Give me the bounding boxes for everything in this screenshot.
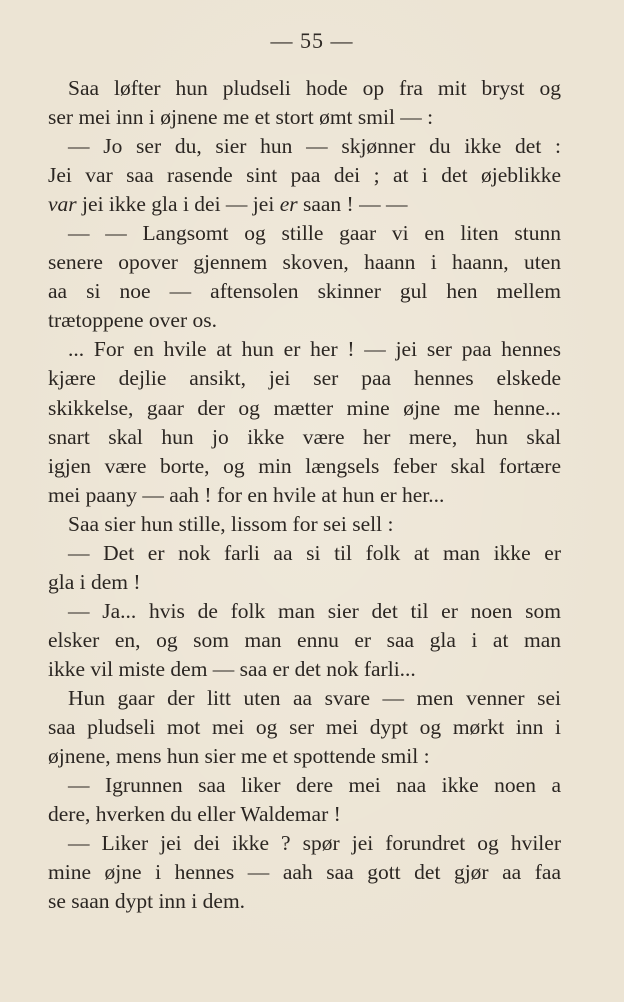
body-text	[48, 74, 561, 916]
text-line	[48, 132, 561, 161]
text-line	[48, 74, 561, 103]
text-line	[48, 481, 561, 510]
text-segment: mine øjne i hennes — aah saa gott det gjør aa faa	[48, 860, 561, 885]
text-segment: saan ! — —	[297, 192, 408, 217]
text-line	[48, 452, 561, 481]
text-line	[48, 394, 561, 423]
text-segment: mei paany — aah ! for en hvile at hun er her...	[48, 482, 445, 507]
text-line	[48, 190, 561, 219]
text-line	[48, 510, 561, 539]
text-segment: igjen være borte, og min længsels feber skal fortære	[48, 453, 561, 478]
text-segment: — Ja... hvis de folk man sier det til er noen som	[68, 598, 561, 623]
text-segment: Hun gaar der litt uten aa svare — men venner sei	[68, 685, 561, 710]
text-line	[48, 597, 561, 626]
text-line	[48, 684, 561, 713]
text-segment: — Liker jei dei ikke ? spør jei forundret og hviler	[68, 831, 561, 856]
text-segment: Saa løfter hun pludseli hode op fra mit bryst og	[68, 76, 561, 100]
text-line	[48, 800, 561, 829]
text-segment: gla i dem !	[48, 569, 141, 594]
text-line	[48, 568, 561, 597]
text-segment: — Det er nok farli aa si til folk at man ikke er	[68, 540, 561, 565]
text-segment: senere opover gjennem skoven, haann i haann, uten	[48, 250, 561, 275]
text-segment: — — Langsomt og stille gaar vi en liten stunn	[68, 221, 561, 246]
text-segment: øjnene, mens hun sier me et spottende smil :	[48, 744, 430, 769]
text-segment: trætoppene over os.	[48, 308, 217, 333]
text-line	[48, 219, 561, 248]
text-segment: Jei var saa rasende sint paa dei ; at i det øjeblikke	[48, 163, 561, 188]
text-segment: aa si noe — aftensolen skinner gul hen mellem	[48, 279, 561, 304]
text-line	[48, 248, 561, 277]
text-segment: ser mei inn i øjnene me et stort ømt smil — :	[48, 105, 434, 130]
text-segment: — Igrunnen saa liker dere mei naa ikke noen a	[68, 773, 561, 798]
text-segment: kjære dejlie ansikt, jei ser paa hennes elskede	[48, 366, 561, 391]
text-segment: jei ikke gla i dei — jei	[76, 192, 280, 217]
text-segment: ikke vil miste dem — saa er det nok farli...	[48, 656, 416, 681]
text-line	[48, 423, 561, 452]
text-line	[48, 306, 561, 335]
text-line	[48, 161, 561, 190]
text-segment: Saa sier hun stille, lissom for sei sell :	[68, 511, 394, 536]
text-line	[48, 713, 561, 742]
page-number: — 55 —	[270, 28, 354, 53]
text-line	[48, 626, 561, 655]
text-segment: skikkelse, gaar der og mætter mine øjne me henne...	[48, 395, 561, 420]
text-line	[48, 742, 561, 771]
text-segment: snart skal hun jo ikke være her mere, hun skal	[48, 424, 561, 449]
text-segment: dere, hverken du eller Waldemar !	[48, 802, 341, 827]
italic-text: er	[279, 192, 298, 217]
text-line	[48, 539, 561, 568]
text-segment: se saan dypt inn i dem.	[48, 889, 246, 914]
text-segment: saa pludseli mot mei og ser mei dypt og mørkt inn i	[48, 715, 561, 740]
text-segment: elsker en, og som man ennu er saa gla i at man	[48, 627, 561, 652]
text-line	[48, 887, 561, 916]
italic-text: var	[48, 192, 77, 217]
text-line	[48, 335, 561, 364]
text-line	[48, 771, 561, 800]
text-line	[48, 655, 561, 684]
text-line	[48, 364, 561, 393]
text-line	[48, 103, 561, 132]
text-line	[48, 858, 561, 887]
text-line	[48, 829, 561, 858]
text-segment: — Jo ser du, sier hun — skjønner du ikke det :	[68, 134, 561, 159]
text-segment: ... For en hvile at hun er her ! — jei ser paa hennes	[68, 337, 561, 362]
text-line	[48, 277, 561, 306]
